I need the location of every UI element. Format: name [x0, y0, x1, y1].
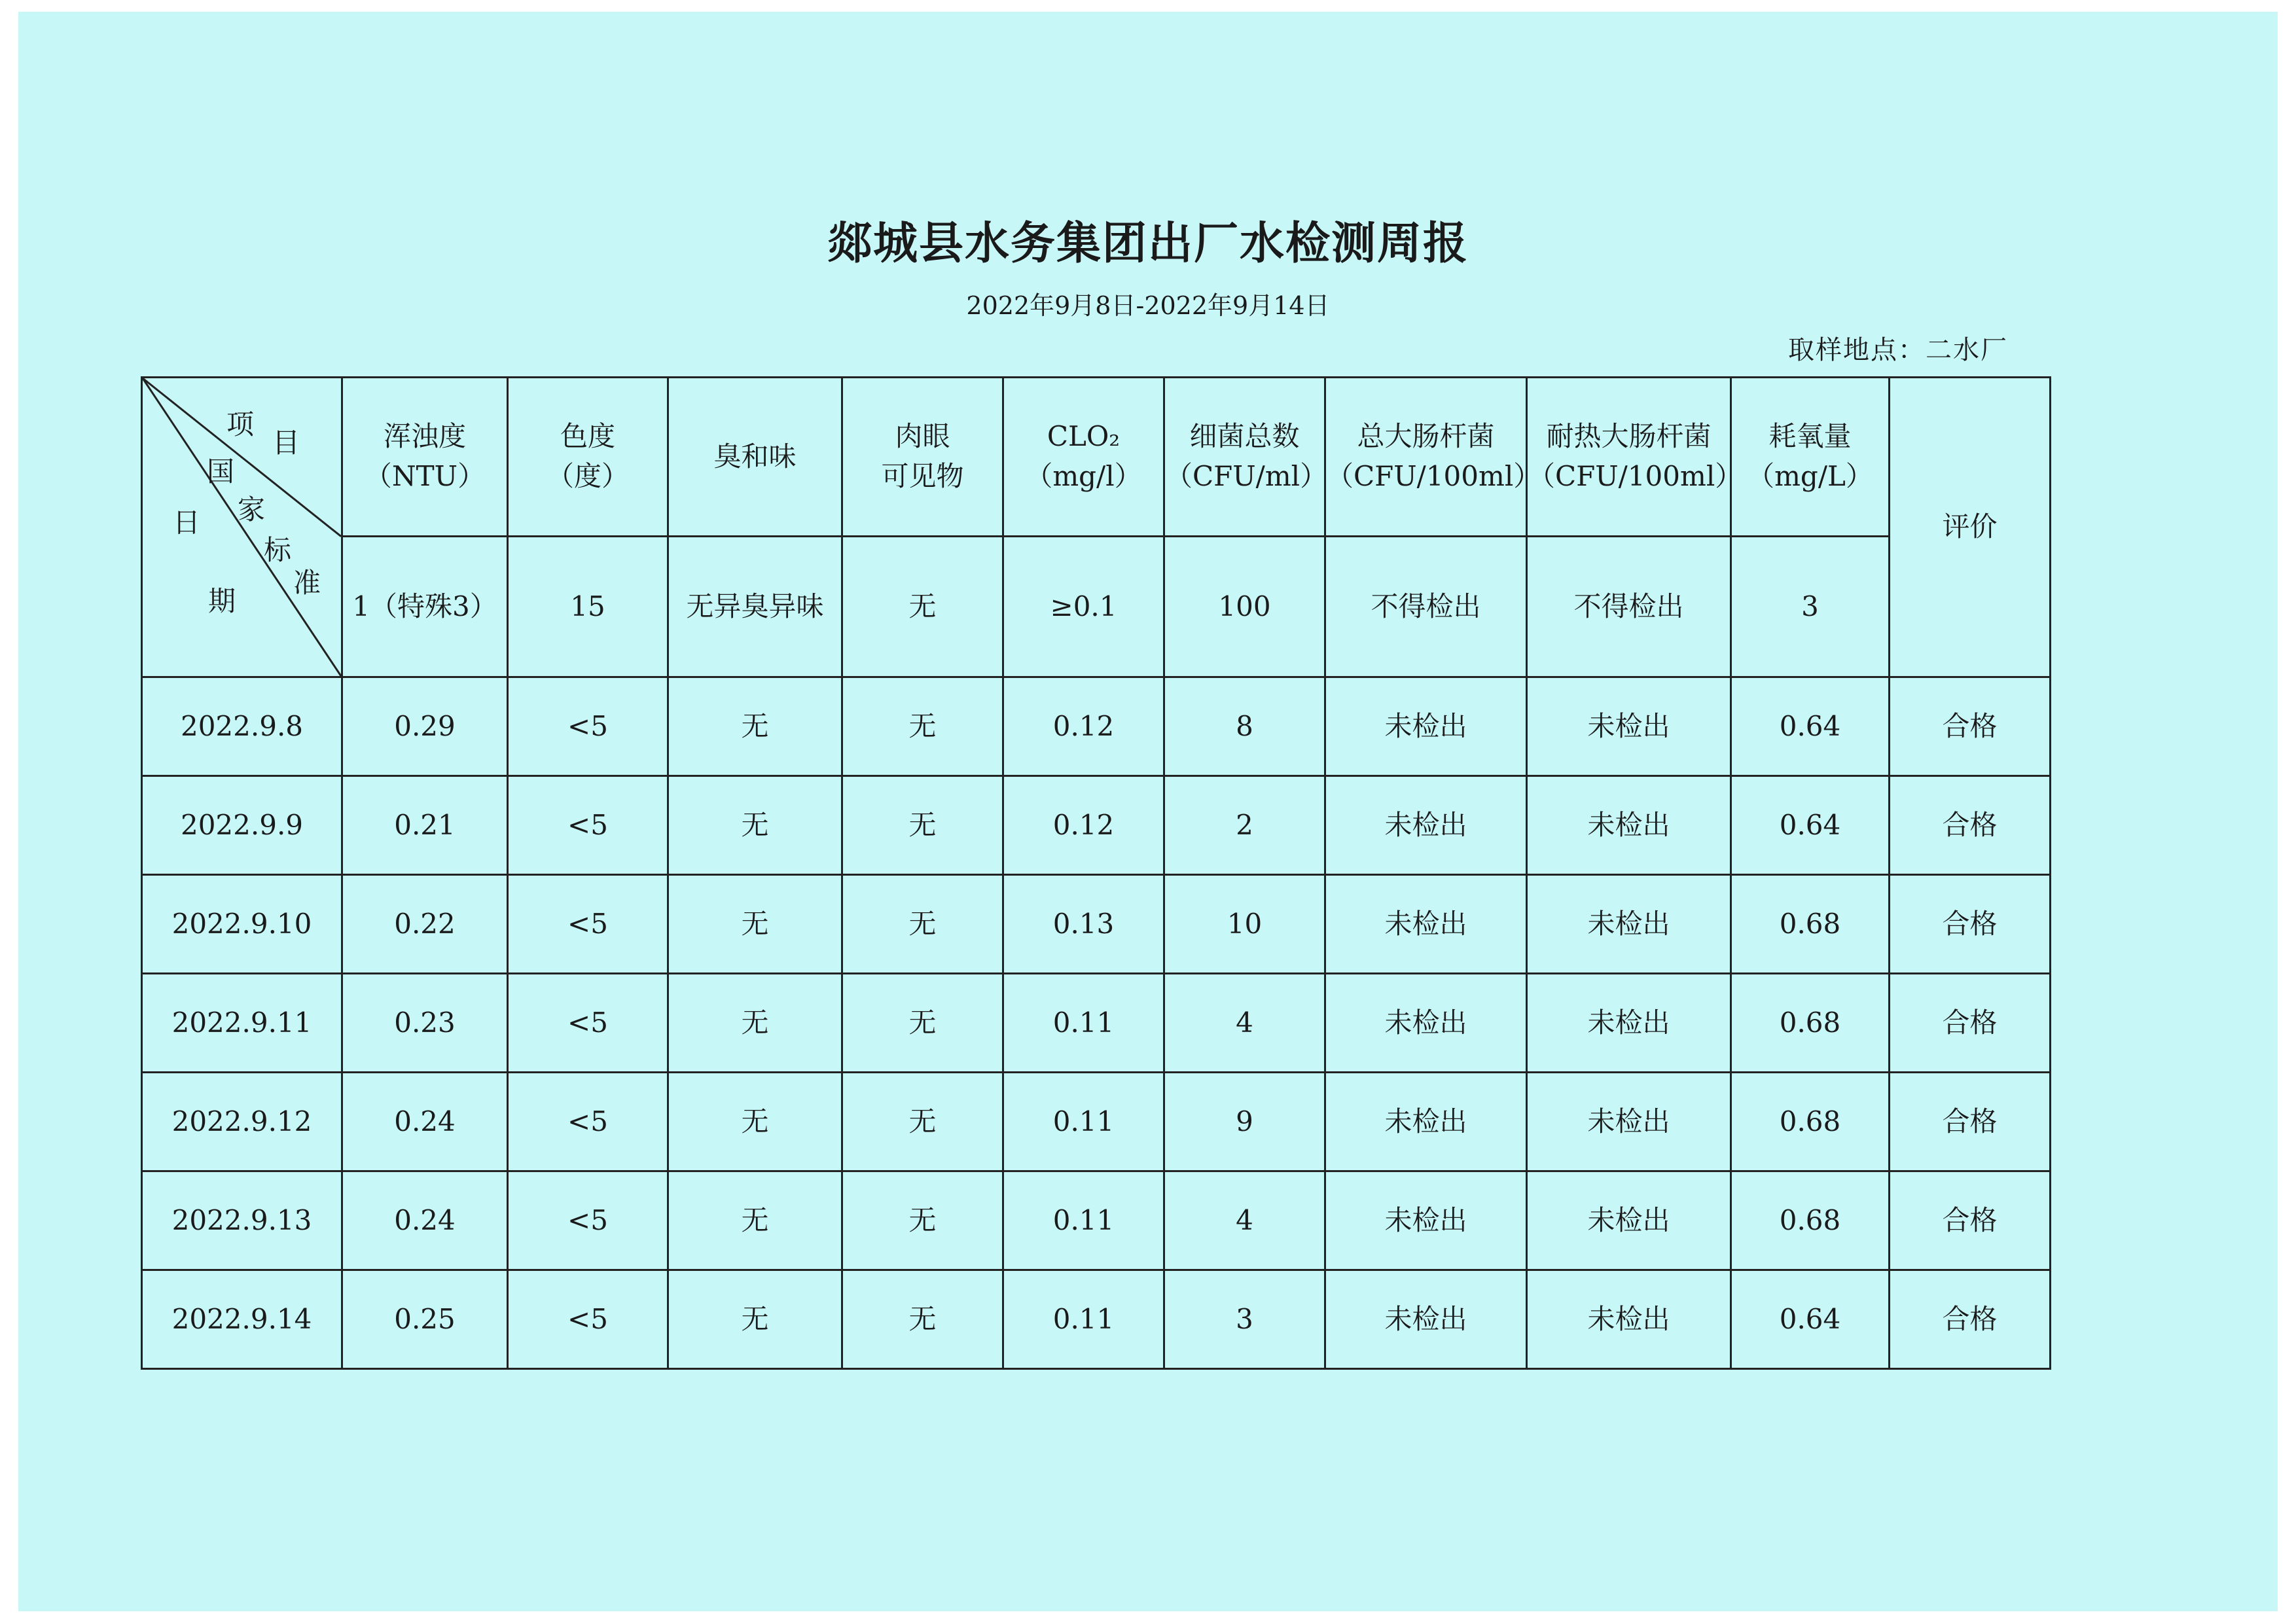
corner-standard-char: 家	[238, 493, 266, 526]
value-cell: <5	[508, 1270, 668, 1369]
value-cell: 未检出	[1527, 776, 1731, 875]
corner-date-char: 期	[208, 585, 236, 617]
result-cell: 合格	[1890, 1171, 2051, 1270]
value-cell: 无	[842, 1171, 1003, 1270]
value-cell: 0.24	[342, 1073, 508, 1171]
header-total-bacteria: 细菌总数 （CFU/ml）	[1164, 378, 1325, 537]
corner-standard-char: 标	[264, 534, 292, 566]
table-row	[142, 1270, 2051, 1369]
value-cell: 0.64	[1731, 677, 1890, 776]
date-cell: 2022.9.14	[142, 1270, 342, 1369]
result-cell: 合格	[1890, 974, 2051, 1073]
value-cell: 9	[1164, 1073, 1325, 1171]
value-cell: 未检出	[1325, 1270, 1527, 1369]
value-cell: 0.68	[1731, 974, 1890, 1073]
result-cell: 合格	[1890, 776, 2051, 875]
value-cell: <5	[508, 1171, 668, 1270]
value-cell: 0.22	[342, 875, 508, 974]
value-cell: <5	[508, 875, 668, 974]
value-cell: 0.11	[1003, 1171, 1164, 1270]
value-cell: <5	[508, 1073, 668, 1171]
result-cell: 合格	[1890, 1073, 2051, 1171]
table-row	[142, 875, 2051, 974]
header-odor-taste: 臭和味	[668, 378, 842, 537]
date-cell: 2022.9.8	[142, 677, 342, 776]
report-title: 郯城县水务集团出厂水检测周报	[827, 218, 1469, 270]
value-cell: 未检出	[1325, 1171, 1527, 1270]
result-cell: 合格	[1890, 1270, 2051, 1369]
value-cell: 8	[1164, 677, 1325, 776]
standard-value: 无	[842, 537, 1003, 677]
header-visible-matter: 肉眼 可见物	[842, 378, 1003, 537]
corner-date-char: 日	[173, 507, 201, 539]
value-cell: 无	[668, 1270, 842, 1369]
result-cell: 合格	[1890, 875, 2051, 974]
value-cell: 未检出	[1527, 1270, 1731, 1369]
corner-item-char: 项	[226, 408, 255, 440]
value-cell: 无	[842, 1073, 1003, 1171]
value-cell: 无	[668, 677, 842, 776]
corner-standard-char: 国	[207, 455, 235, 488]
value-cell: 0.12	[1003, 677, 1164, 776]
value-cell: 未检出	[1527, 677, 1731, 776]
value-cell: 未检出	[1325, 875, 1527, 974]
water-quality-table	[141, 376, 2051, 1370]
value-cell: 0.25	[342, 1270, 508, 1369]
corner-item-char: 目	[272, 427, 300, 459]
table-row	[142, 776, 2051, 875]
value-cell: 无	[668, 1073, 842, 1171]
header-clo2: CLO₂ （mg/l）	[1003, 378, 1164, 537]
date-cell: 2022.9.13	[142, 1171, 342, 1270]
value-cell: 3	[1164, 1270, 1325, 1369]
value-cell: 0.68	[1731, 1073, 1890, 1171]
table-row	[142, 1171, 2051, 1270]
standard-value: 100	[1164, 537, 1325, 677]
header-turbidity: 浑浊度 （NTU）	[342, 378, 508, 537]
value-cell: 未检出	[1325, 1073, 1527, 1171]
header-total-coliform: 总大肠杆菌 （CFU/100ml）	[1325, 378, 1527, 537]
date-cell: 2022.9.11	[142, 974, 342, 1073]
table-row	[142, 677, 2051, 776]
value-cell: 未检出	[1325, 974, 1527, 1073]
standard-value: ≥0.1	[1003, 537, 1164, 677]
value-cell: 未检出	[1527, 875, 1731, 974]
result-cell: 合格	[1890, 677, 2051, 776]
corner-standard-char: 准	[293, 567, 321, 599]
standard-value: 15	[508, 537, 668, 677]
value-cell: 0.24	[342, 1171, 508, 1270]
value-cell: 未检出	[1527, 974, 1731, 1073]
value-cell: 无	[668, 1171, 842, 1270]
value-cell: 无	[842, 875, 1003, 974]
value-cell: 0.29	[342, 677, 508, 776]
value-cell: 无	[842, 974, 1003, 1073]
value-cell: 无	[668, 875, 842, 974]
date-range: 2022年9月8日-2022年9月14日	[966, 291, 1330, 320]
value-cell: 未检出	[1527, 1073, 1731, 1171]
header-evaluation: 评价	[1890, 378, 2051, 677]
date-cell: 2022.9.10	[142, 875, 342, 974]
table-row	[142, 974, 2051, 1073]
value-cell: <5	[508, 776, 668, 875]
value-cell: 0.23	[342, 974, 508, 1073]
standard-value: 3	[1731, 537, 1890, 677]
value-cell: 0.64	[1731, 776, 1890, 875]
value-cell: 无	[842, 677, 1003, 776]
date-cell: 2022.9.12	[142, 1073, 342, 1171]
header-oxygen-consumption: 耗氧量 （mg/L）	[1731, 378, 1890, 537]
sampling-location: 取样地点：二水厂	[1788, 335, 2008, 365]
value-cell: 4	[1164, 974, 1325, 1073]
value-cell: 10	[1164, 875, 1325, 974]
value-cell: 无	[668, 974, 842, 1073]
value-cell: 4	[1164, 1171, 1325, 1270]
value-cell: 0.11	[1003, 1073, 1164, 1171]
header-row	[142, 378, 2051, 537]
value-cell: 无	[842, 776, 1003, 875]
standard-row	[142, 537, 2051, 677]
value-cell: 0.68	[1731, 875, 1890, 974]
value-cell: 0.13	[1003, 875, 1164, 974]
corner-cell	[142, 378, 342, 677]
value-cell: 2	[1164, 776, 1325, 875]
value-cell: 未检出	[1325, 776, 1527, 875]
header-thermotolerant-coliform: 耐热大肠杆菌 （CFU/100ml）	[1527, 378, 1731, 537]
value-cell: 0.11	[1003, 1270, 1164, 1369]
standard-value: 无异臭异味	[668, 537, 842, 677]
value-cell: 0.11	[1003, 974, 1164, 1073]
value-cell: 未检出	[1325, 677, 1527, 776]
standard-value: 不得检出	[1527, 537, 1731, 677]
value-cell: 0.68	[1731, 1171, 1890, 1270]
value-cell: 0.21	[342, 776, 508, 875]
data-rows	[142, 677, 2051, 1369]
standard-value: 不得检出	[1325, 537, 1527, 677]
value-cell: 0.12	[1003, 776, 1164, 875]
value-cell: 无	[668, 776, 842, 875]
date-cell: 2022.9.9	[142, 776, 342, 875]
header-chroma: 色度 （度）	[508, 378, 668, 537]
standard-value: 1（特殊3）	[342, 537, 508, 677]
value-cell: <5	[508, 974, 668, 1073]
value-cell: <5	[508, 677, 668, 776]
value-cell: 0.64	[1731, 1270, 1890, 1369]
value-cell: 未检出	[1527, 1171, 1731, 1270]
value-cell: 无	[842, 1270, 1003, 1369]
table-row	[142, 1073, 2051, 1171]
